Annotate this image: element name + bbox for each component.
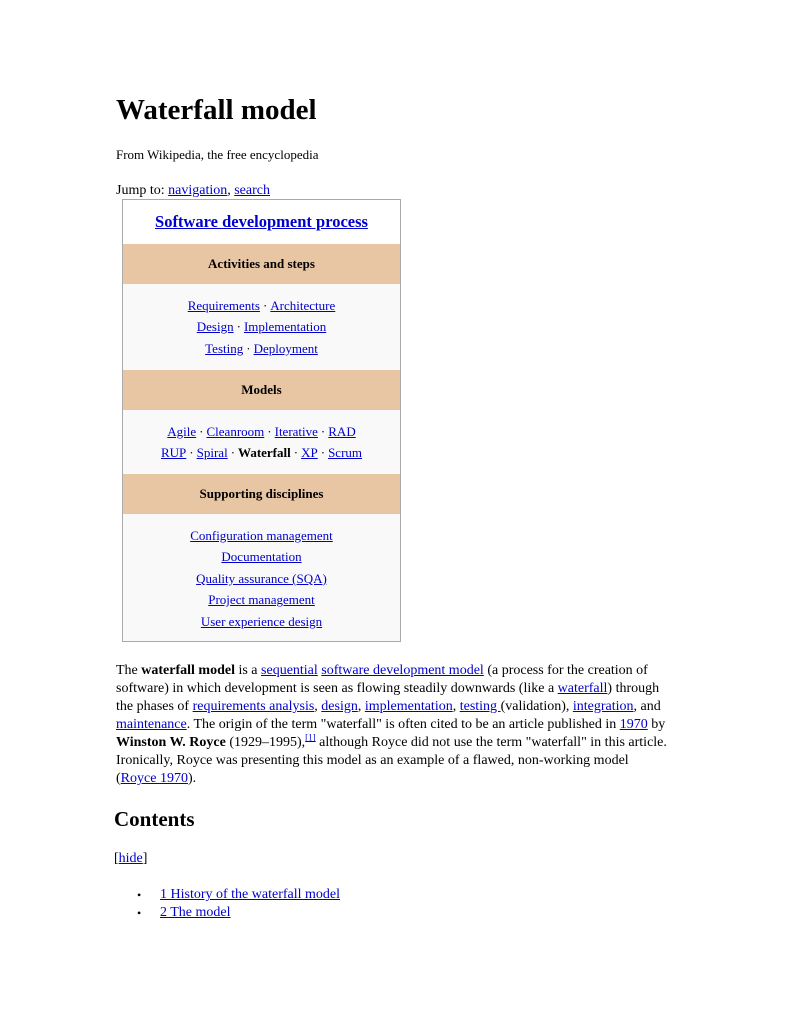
navbox-link[interactable]: Iterative bbox=[274, 423, 318, 439]
site-tagline: From Wikipedia, the free encyclopedia bbox=[116, 147, 319, 162]
navbox-link[interactable]: Quality assurance (SQA) bbox=[196, 570, 327, 586]
toc-list bbox=[137, 886, 341, 922]
jump-separator: , bbox=[227, 183, 235, 198]
bullet-icon: • bbox=[137, 888, 142, 902]
navbox-row bbox=[190, 525, 333, 547]
navbox-link[interactable]: Cleanroom bbox=[206, 423, 265, 439]
navbox-link[interactable]: Spiral bbox=[196, 445, 228, 460]
paragraph-text: by bbox=[647, 717, 666, 732]
navbox-separator: · bbox=[262, 297, 268, 313]
navbox-separator: · bbox=[236, 319, 241, 335]
contents-heading: Contents bbox=[114, 807, 195, 831]
navbox-link[interactable]: User experience design bbox=[200, 613, 323, 629]
navbox-link[interactable]: Deployment bbox=[253, 340, 318, 356]
navbox-link[interactable]: Scrum bbox=[328, 445, 363, 460]
navbox-row bbox=[188, 295, 336, 317]
paragraph-text: , bbox=[314, 699, 322, 714]
navbox-row bbox=[205, 338, 318, 360]
navbox-link[interactable]: Architecture bbox=[270, 297, 336, 313]
inline-link[interactable]: maintenance bbox=[116, 717, 187, 732]
inline-link[interactable]: software development model bbox=[321, 663, 484, 678]
inline-link[interactable]: testing bbox=[459, 699, 501, 714]
inline-link[interactable]: requirements analysis bbox=[192, 699, 315, 714]
navbox-separator: · bbox=[320, 423, 326, 439]
navbox-current-item: Waterfall bbox=[238, 445, 291, 460]
paragraph-text: , bbox=[452, 699, 460, 714]
citation bbox=[305, 732, 316, 742]
hide-toc-link[interactable]: hide bbox=[118, 851, 143, 866]
paragraph-text: ). bbox=[187, 771, 197, 786]
inline-link[interactable]: Royce 1970 bbox=[120, 771, 188, 786]
navbox-row bbox=[161, 442, 362, 464]
paragraph-text: The bbox=[116, 663, 142, 678]
navbox-group-heading: Models bbox=[123, 370, 400, 410]
paragraph-text: (a process for the creation of software) in which development is seen as flowing steadily downwards (like a bbox=[116, 663, 648, 696]
navbox-title bbox=[123, 200, 400, 244]
navigation-link[interactable]: navigation bbox=[168, 183, 228, 198]
paragraph-text: although Royce did not use the term "waterfall" in this article. Ironically, Royce was presenting this model as an example of a flawed, non-working model ( bbox=[116, 735, 667, 786]
page-title: Waterfall model bbox=[116, 94, 317, 126]
inline-link[interactable]: 1970 bbox=[619, 717, 648, 732]
navbox bbox=[122, 199, 401, 642]
navbox-separator: · bbox=[293, 445, 299, 460]
jump-to bbox=[116, 182, 270, 199]
navbox-group-list bbox=[123, 284, 400, 370]
bullet-icon: • bbox=[137, 906, 142, 920]
navbox-link[interactable]: Configuration management bbox=[190, 527, 333, 543]
toc-link-history[interactable]: 1 History of the waterfall model bbox=[160, 887, 341, 902]
navbox-link[interactable]: Design bbox=[196, 319, 234, 335]
paragraph-text: (validation), bbox=[500, 699, 573, 714]
toc-toggle-open: [ bbox=[114, 851, 119, 866]
navbox-row bbox=[196, 568, 327, 590]
navbox-link[interactable]: Agile bbox=[167, 423, 197, 439]
navbox-separator: · bbox=[320, 445, 326, 460]
paragraph-text: is a bbox=[234, 663, 262, 678]
inline-link[interactable]: implementation bbox=[364, 699, 453, 714]
navbox-row bbox=[197, 316, 327, 338]
navbox-link[interactable]: Implementation bbox=[243, 319, 327, 335]
toc-item bbox=[137, 886, 341, 904]
toc-link-model[interactable]: 2 The model bbox=[160, 905, 231, 920]
paragraph-text: , bbox=[357, 699, 365, 714]
navbox-separator: · bbox=[267, 423, 272, 439]
navbox-group-list bbox=[123, 410, 400, 474]
navbox-group-heading: Supporting disciplines bbox=[123, 474, 400, 514]
navbox-title-link[interactable]: Software development process bbox=[155, 212, 368, 231]
bold-term: waterfall model bbox=[141, 663, 235, 678]
jump-prefix: Jump to: bbox=[116, 183, 169, 198]
navbox-separator: · bbox=[199, 423, 204, 439]
bold-term: Winston W. Royce bbox=[116, 735, 226, 750]
navbox-link[interactable]: Testing bbox=[205, 340, 244, 356]
toc-item bbox=[137, 904, 340, 922]
search-link[interactable]: search bbox=[234, 183, 270, 198]
inline-link[interactable]: waterfall bbox=[557, 681, 608, 696]
navbox-separator: · bbox=[230, 445, 236, 460]
navbox-link[interactable]: XP bbox=[301, 445, 318, 460]
paragraph-text: ) through the phases of bbox=[116, 681, 660, 714]
navbox-row bbox=[167, 421, 355, 443]
navbox-link[interactable]: Project management bbox=[208, 592, 315, 608]
navbox-link[interactable]: Documentation bbox=[221, 549, 302, 565]
citation-link[interactable]: [1] bbox=[305, 732, 316, 743]
navbox-separator: · bbox=[189, 445, 194, 460]
paragraph-text: (1929–1995), bbox=[225, 735, 306, 750]
inline-link[interactable]: sequential bbox=[261, 663, 318, 678]
navbox-link[interactable]: Requirements bbox=[187, 297, 260, 313]
navbox-row bbox=[201, 611, 322, 633]
paragraph-text: . The origin of the term "waterfall" is often cited to be an article published in bbox=[186, 717, 620, 732]
navbox-group-heading: Activities and steps bbox=[123, 244, 400, 284]
navbox-separator: · bbox=[246, 340, 251, 356]
inline-link[interactable]: integration bbox=[572, 699, 634, 714]
navbox-link[interactable]: RAD bbox=[328, 423, 356, 439]
navbox-link[interactable]: RUP bbox=[160, 445, 187, 460]
navbox-group-list bbox=[123, 514, 400, 643]
navbox-row bbox=[208, 589, 315, 611]
inline-link[interactable]: design bbox=[321, 699, 358, 714]
toc-toggle-close: ] bbox=[142, 851, 148, 866]
paragraph-text: , and bbox=[633, 699, 661, 714]
toc-toggle bbox=[114, 850, 147, 868]
intro-paragraph bbox=[116, 662, 672, 788]
navbox-row bbox=[221, 546, 301, 568]
